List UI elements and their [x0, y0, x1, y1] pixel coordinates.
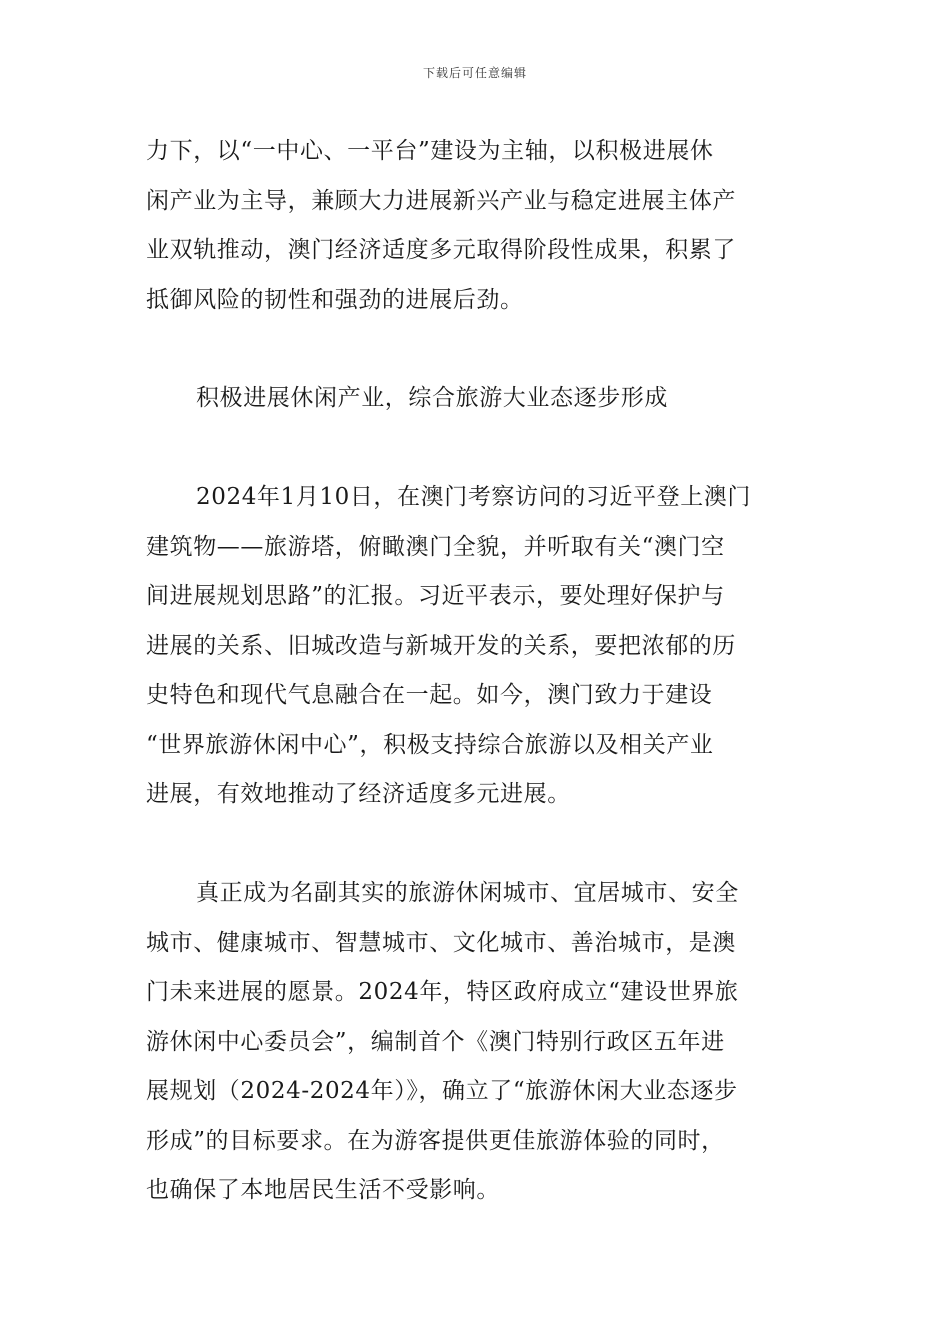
text-line: 形成”的目标要求。在为游客提供更佳旅游体验的同时，: [146, 1127, 725, 1154]
text-line: 史特色和现代气息融合在一起。如今，澳门致力于建设: [146, 682, 713, 708]
text-line: 展规划（2024-2024年）》，确立了“旅游休闲大业态逐步: [146, 1078, 738, 1104]
text-line: 也确保了本地居民生活不受影响。: [146, 1177, 500, 1203]
text-line: 业双轨推动，澳门经济适度多元取得阶段性成果，积累了: [146, 237, 736, 263]
text-line: 闲产业为主导，兼顾大力进展新兴产业与稳定进展主体产: [146, 187, 736, 214]
text-line: 建筑物——旅游塔，俯瞰澳门全貌，并听取有关“澳门空: [146, 533, 725, 560]
paragraph-continuation: [146, 127, 808, 325]
paragraph-tourism-tower: [146, 473, 808, 820]
text-line: 门未来进展的愿景。2024年，特区政府成立“建设世界旅: [146, 979, 739, 1005]
text-line: 抵御风险的韧性和强劲的进展后劲。: [146, 286, 524, 313]
text-line: 2024年1月10日，在澳门考察访问的习近平登上澳门: [196, 484, 752, 510]
text-line: 进展的关系、旧城改造与新城开发的关系，要把浓郁的历: [146, 632, 736, 659]
section-heading: [146, 374, 808, 424]
text-line: 进展，有效地推动了经济适度多元进展。: [146, 781, 571, 807]
text-line: 力下，以“一中心、一平台”建设为主轴，以积极进展休: [146, 138, 714, 164]
text-line: 游休闲中心委员会”，编制首个《澳门特别行政区五年进: [146, 1028, 725, 1055]
page-header-note: 下载后可任意编辑: [422, 66, 527, 80]
text-line: 城市、健康城市、智慧城市、文化城市、善治城市，是澳: [146, 929, 736, 956]
paragraph-vision: [146, 869, 808, 1216]
text-line: “世界旅游休闲中心”，积极支持综合旅游以及相关产业: [146, 731, 714, 758]
text-line: 间进展规划思路”的汇报。习近平表示，要处理好保护与: [146, 583, 725, 609]
text-line: 真正成为名副其实的旅游休闲城市、宜居城市、安全: [196, 880, 739, 906]
heading-line: 积极进展休闲产业，综合旅游大业态逐步形成: [196, 385, 668, 411]
